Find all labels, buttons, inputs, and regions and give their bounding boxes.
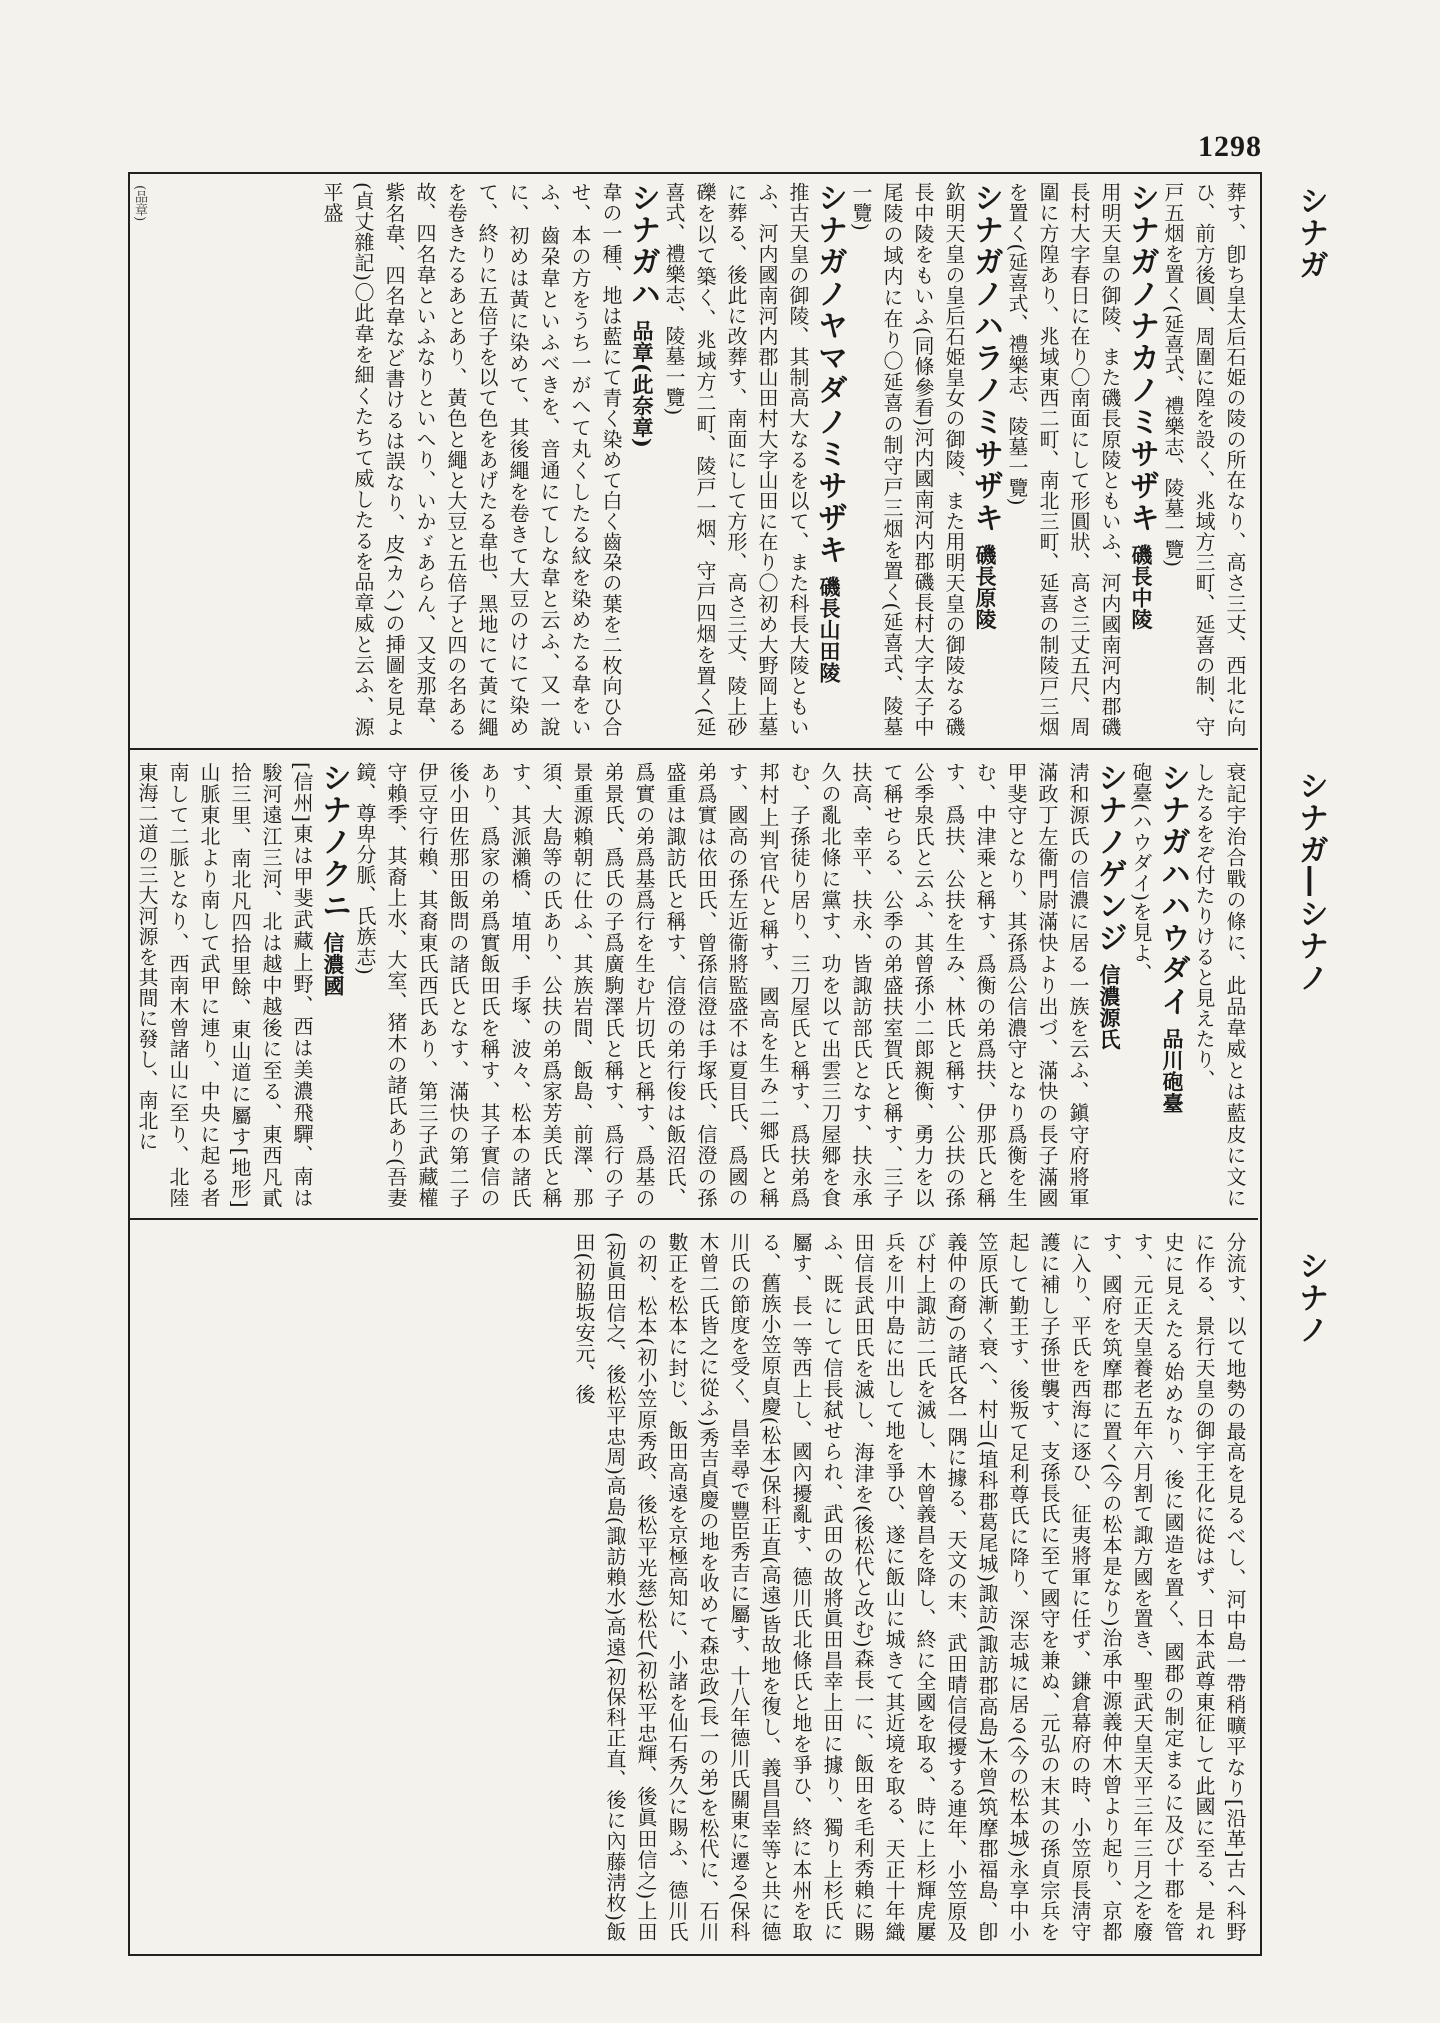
running-title: シナガ <box>1293 185 1328 281</box>
side-section-label: シナノ <box>1293 1250 1328 1346</box>
text-block-bottom <box>150 1232 1250 1942</box>
entry-headword: シナノゲンジ <box>1092 762 1127 954</box>
side-range-label: シナガ―シナノ <box>1293 770 1328 994</box>
dictionary-entry <box>1129 762 1190 1114</box>
dictionary-entry <box>572 1232 1247 1942</box>
entry-text: 韋の一種、地は藍にて青く染めて白く齒朶の葉を二枚向ひ合せ、本の方をうち一がへて丸くしたる紋を染めたる韋をいふ、齒朶韋といふべきを、音通にてしな韋と云ふ、又一說に、初めは黃に染めて、其後繩を卷きて大豆のけにて染めて、終りに五倍子を以て色をあげたる韋也、黑地にて黃に繩を卷きたるあとあり、黃色と繩と大豆と五倍子と四の名ある故、四名韋といふなりといへり、いかゞあらん、又支那韋、紫名韋、四名韋など書けるは誤なり、皮(カハ)の挿圖を見よ(貞丈雜記)〇此韋を細くたちて威したるを品章威と云ふ、源平盛 <box>320 182 623 738</box>
entry-kanji-title: 磯長中陵 <box>1129 544 1154 630</box>
entry-headword: シナガノヤマダノミサザキ <box>812 182 847 566</box>
entry-text: [信州]東は甲斐武藏上野、西は美濃飛驒、南は駿河遠江三河、北は越中越後に至る、東西凡貳拾三里、南北凡四拾里餘、東山道に屬す[地形]山脈東北より南して武甲に連り、中央に起る者南して二脈となり、西南木曾諸山に至り、北陸東海二道の三大河源を其間に發し、南北に <box>135 762 314 1208</box>
entry-headword: シナガノハラノミサザキ <box>968 182 1003 534</box>
entry-headword: シナノクニ <box>316 762 351 922</box>
page-number: 1298 <box>1198 130 1262 163</box>
dictionary-entry <box>662 182 847 737</box>
entry-text: 淸和源氏の信濃に居る一族を云ふ、鎭守府將軍滿政丁左衞門尉滿快より出づ、滿快の長子滿國甲斐守となり、其孫爲公信濃守となり爲衡を生む、中津乘と稱す、爲衡の弟爲扶、伊那氏と稱す、爲扶、公扶を生み、林氏と稱す、公扶の孫公季泉氏と云ふ、其曾孫小二郞親衡、勇力を以て稱せらる、公季の弟盛扶室賀氏と稱す、三子扶高、幸平、扶永、皆諏訪部氏となす、扶永承久の亂北條に黨す、功を以て出雲三刀屋郷を食む、子孫徒り居り、三刀屋氏と稱す、爲扶弟爲邦村上判官代と稱す、國高を生み二郷氏と稱す、國高の孫左近衞將監盛不は夏目氏、爲國の弟爲實は依田氏、曾孫信澄は手塚氏、信澄の孫盛重は諏訪氏と稱す、信澄の弟行俊は飯沼氏、爲實の弟爲基爲行を生む片切氏と稱す、爲基の弟景氏、爲氏の子爲廣駒澤氏と稱す、爲行の子景重源賴朝に仕ふ、其族岩間、飯島、前澤、那須、大島等の氏あり、公扶の弟爲家芳美氏と稱す、其派瀨橋、埴用、手塚、波々、松本の諸氏あり、爲家の弟爲實飯田氏を稱す、其子實信の後小田佐那田飯問の諸氏となす、滿快の第二子伊豆守行賴、其裔東氏西氏あり、第三子武藏權守賴季、其裔上水、大室、猪木の諸氏あり(吾妻鏡、尊卑分脈、氏族志) <box>353 762 1090 1208</box>
entry-kanji-title: 磯長山田陵 <box>817 576 842 684</box>
entry-text: 衰記宇治合戰の條に、此品韋威とは藍皮に文にしたるをぞ付たりけると見えたり、 <box>1192 762 1247 1208</box>
text-block-top <box>150 182 1250 737</box>
dictionary-entry <box>1161 182 1247 737</box>
dictionary-entry <box>1005 182 1159 737</box>
entry-kanji-title: 信濃國 <box>321 932 346 997</box>
entry-text: 推古天皇の御陵、其制高大なるを以て、また科長大陵ともいふ、河内國南河内郡山田村大字山田に在り〇初め大野岡上墓に葬る、後此に改葬す、南面にして方形、高さ三丈、陵上砂礫を以て築く、兆域方二町、陵戸一烟、守戸四烟を置く(延喜式、禮樂志、陵墓一覽) <box>662 182 810 737</box>
text-block-middle <box>135 762 1250 1208</box>
entry-headword: シナガハハウダイ <box>1155 762 1190 1018</box>
entry-text: 葬す、卽ち皇太后石姫の陵の所在なり、高さ三丈、西北に向ひ、前方後圓、周圍に隍を設く、兆域方三町、延喜の制、守戸五烟を置く(延喜式、禮樂志、陵墓一覽) <box>1161 182 1247 737</box>
entry-text: 用明天皇の御陵、また磯長原陵ともいふ、河内國南河内郡磯長村大字春日に在り〇南面にして形圓狀、高さ三丈五尺、周圍に方隍あり、兆域東西二町、南北三町、延喜の制陵戸三烟を置く(延喜式、禮樂志、陵墓一覽) <box>1005 182 1122 737</box>
block-divider-1 <box>128 748 1258 750</box>
entry-kanji-title: 信濃源氏 <box>1097 964 1122 1050</box>
entry-kanji-title: 品章(此奈章) <box>630 320 655 449</box>
column-label: (品章) <box>132 185 147 222</box>
entry-text: 砲臺(ハウダイ)を見よ、 <box>1129 762 1153 984</box>
entry-kanji-title: 磯長原陵 <box>973 544 998 630</box>
block-divider-2 <box>128 1218 1258 1220</box>
entry-headword: シナガハ <box>625 182 660 310</box>
dictionary-entry <box>353 762 1127 1208</box>
dictionary-entry <box>1192 762 1247 1208</box>
entry-text: 欽明天皇の皇后石姫皇女の御陵、また用明天皇の御陵なる磯長中陵をもいふ(同條參看)河内國南河内郡磯長村大字太子中尾陵の域内に在り〇延喜の制守戸三烟を置く(延喜式、陵墓一覽) <box>849 182 966 737</box>
dictionary-entry <box>849 182 1003 737</box>
entry-kanji-title: 品川砲臺 <box>1160 1028 1185 1114</box>
dictionary-entry <box>135 762 351 1208</box>
entry-text: 分流す、以て地勢の最高を見るべし、河中島一帶稍曠平なり[沿革]古へ科野に作る、景行天皇の御宇王化に從はず、日本武尊東征して此國に至る、是れ史に見えたる始めなり、後に國造を置く、國郡の制定まるに及び十郡を管す、元正天皇養老五年六月割て諏方國を置き、聖武天皇天平三年三月之を廢す、國府を筑摩郡に置く(今の松本是なり)治承中源義仲木曾より起り、京都に入り、平氏を西海に逐ひ、征夷將軍に任ず、鎌倉幕府の時、小笠原長淸守護に補し子孫世襲す、支孫長氏に至て國守を兼ぬ、元弘の末其の孫貞宗兵を起して勤王す、後叛て足利尊氏に降り、深志城に居る(今の松本城)永享中小笠原氏漸く衰へ、村山(埴科郡葛尾城)諏訪(諏訪郡高島)木曾(筑摩郡福島、卽義仲の裔)の諸氏各一隅に據る、天文の末、武田晴信侵擾する連年、小笠原及び村上諏訪二氏を滅し、木曾義昌を降し、終に全國を取る、時に上杉輝虎屢兵を川中島に出して地を爭ひ、遂に飯山に城きて其近境を取る、天正十年織田信長武田氏を滅し、海津を(後松代と改む)森長一に、飯田を毛利秀賴に賜ふ、既にして信長弑せられ、武田の故將眞田昌幸上田に據り、獨り上杉氏に屬す、長一等西上し、國內擾亂す、德川氏北條氏と地を爭ひ、終に本州を取る、舊族小笠原貞慶(松本)保科正直(高遠)皆故地を復し、義昌昌幸等と共に德川氏の節度を受く、昌幸尋で豐臣秀吉に屬す、十八年德川氏關東に遷る(保科木曾二氏皆之に從ふ)秀吉貞慶の地を收めて森忠政(長一の弟)を松代に、石川數正を松本に封じ、飯田高遠を京極高知に、小諸を仙石秀久に賜ふ、德川氏の初、松本(初小笠原秀政、後松平光慈)松代(初松平忠輝、後眞田信之)上田(初眞田信之、後松平忠周)高島(諏訪賴水)高遠(初保科正直、後に內藤淸枚)飯田(初脇坂安元、後 <box>572 1232 1247 1942</box>
dictionary-entry <box>320 182 660 738</box>
entry-headword: シナガノナカノミサザキ <box>1124 182 1159 534</box>
